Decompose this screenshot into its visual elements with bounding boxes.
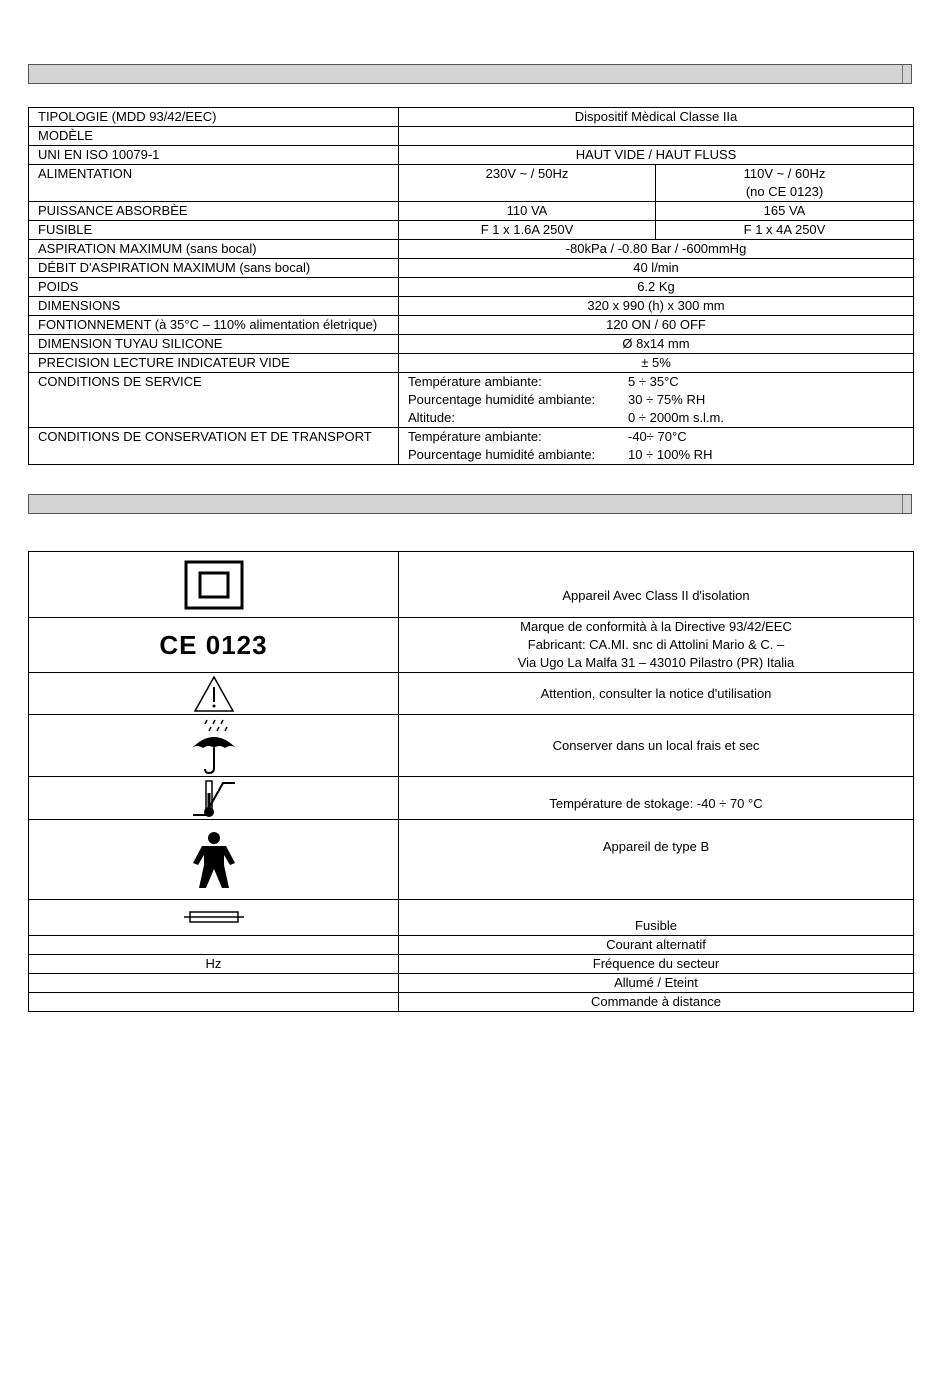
- condition-value: 5 ÷ 35°C: [628, 374, 679, 389]
- spec-value: -80kPa / -0.80 Bar / -600mmHg: [399, 240, 914, 259]
- symbol-cell: [29, 820, 399, 900]
- symbol-description-text: Appareil Avec Class II d'isolation: [562, 588, 750, 603]
- storage-conditions: [399, 428, 914, 465]
- symbol-description: [399, 974, 914, 993]
- table-row: [29, 673, 914, 715]
- spec-label: ALIMENTATION: [29, 165, 399, 202]
- condition-line: [408, 373, 904, 391]
- table-row: [29, 777, 914, 820]
- spec-value-230v: 110 VA: [399, 202, 656, 221]
- condition-value: 0 ÷ 2000m s.l.m.: [628, 410, 725, 425]
- table-row: [29, 335, 914, 354]
- condition-value: 30 ÷ 75% RH: [628, 392, 706, 407]
- spec-label: UNI EN ISO 10079-1: [29, 146, 399, 165]
- table-row: [29, 146, 914, 165]
- condition-key: Pourcentage humidité ambiante:: [408, 447, 596, 462]
- symbol-description: [399, 552, 914, 618]
- symbol-description-line: Fabricant: CA.MI. snc di Attolini Mario & C. –: [527, 637, 785, 652]
- symbol-description-text: Appareil de type B: [602, 839, 710, 854]
- table-row: [29, 900, 914, 936]
- condition-key: Température ambiante:: [408, 429, 542, 444]
- spec-value: 120 ON / 60 OFF: [399, 316, 914, 335]
- section-header-bar-2: [28, 494, 912, 514]
- spec-label: ASPIRATION MAXIMUM (sans bocal): [29, 240, 399, 259]
- spec-value-110v: 165 VA: [656, 202, 914, 221]
- table-row: [29, 955, 914, 974]
- condition-key: Altitude:: [408, 410, 455, 425]
- spec-value: [399, 127, 914, 146]
- table-row: [29, 974, 914, 993]
- symbol-cell: [29, 618, 399, 673]
- symbol-description: [399, 936, 914, 955]
- condition-line: [408, 428, 904, 446]
- symbols-table: [28, 551, 914, 1012]
- temperature-limit-icon: [189, 777, 239, 819]
- spec-label: DIMENSION TUYAU SILICONE: [29, 335, 399, 354]
- spec-label: FUSIBLE: [29, 221, 399, 240]
- table-row: [29, 552, 914, 618]
- symbol-description: [399, 777, 914, 820]
- symbol-description: [399, 618, 914, 673]
- symbol-description-text: Courant alternatif: [606, 937, 706, 952]
- spec-label: FONTIONNEMENT (à 35°C – 110% alimentation életrique): [29, 316, 399, 335]
- spec-value: Ø 8x14 mm: [399, 335, 914, 354]
- symbol-description-text: Allumé / Eteint: [614, 975, 698, 990]
- spec-value-110v-line2: (no CE 0123): [745, 184, 824, 199]
- symbol-description: [399, 993, 914, 1012]
- spec-value: Dispositif Mèdical Classe IIa: [399, 108, 914, 127]
- ce-mark-icon: CE 0123: [159, 630, 268, 660]
- spec-label: POIDS: [29, 278, 399, 297]
- symbol-cell: [29, 673, 399, 715]
- symbol-description-line: Marque de conformità à la Directive 93/42/EEC: [520, 619, 792, 634]
- spec-value: 6.2 Kg: [399, 278, 914, 297]
- spec-label: CONDITIONS DE CONSERVATION ET DE TRANSPORT: [29, 428, 399, 465]
- symbol-description-text: Fréquence du secteur: [592, 956, 720, 971]
- spec-value-230v: 230V ~ / 50Hz: [399, 165, 656, 202]
- symbol-description-text: Commande à distance: [590, 994, 722, 1009]
- spec-label: PRECISION LECTURE INDICATEUR VIDE: [29, 354, 399, 373]
- spec-label: MODÈLE: [29, 127, 399, 146]
- class-ii-insulation-icon: [184, 560, 244, 610]
- table-row: [29, 278, 914, 297]
- spec-label: DÉBIT D'ASPIRATION MAXIMUM (sans bocal): [29, 259, 399, 278]
- table-row: [29, 618, 914, 673]
- table-row: [29, 259, 914, 278]
- table-row: [29, 127, 914, 146]
- spec-label: DIMENSIONS: [29, 297, 399, 316]
- symbol-description-text: Température de stokage: -40 ÷ 70 °C: [549, 796, 763, 811]
- symbol-cell: [29, 900, 399, 936]
- symbol-description-text: Conserver dans un local frais et sec: [552, 737, 760, 753]
- table-row: [29, 221, 914, 240]
- type-b-person-icon: [189, 831, 239, 889]
- spec-value: HAUT VIDE / HAUT FLUSS: [399, 146, 914, 165]
- symbol-cell: [29, 777, 399, 820]
- symbol-description: [399, 673, 914, 715]
- condition-key: Pourcentage humidité ambiante:: [408, 392, 596, 407]
- specifications-table: [28, 107, 914, 465]
- symbol-description-text: Attention, consulter la notice d'utilisation: [540, 685, 772, 701]
- symbol-description: [399, 715, 914, 777]
- fuse-icon: [184, 910, 244, 924]
- condition-key: Température ambiante:: [408, 374, 542, 389]
- table-row: [29, 240, 914, 259]
- service-conditions: [399, 373, 914, 428]
- table-row: [29, 936, 914, 955]
- symbol-description: [399, 820, 914, 900]
- table-row: [29, 354, 914, 373]
- spec-label: PUISSANCE ABSORBÈE: [29, 202, 399, 221]
- symbol-cell: [29, 936, 399, 955]
- symbol-description: [399, 900, 914, 936]
- table-row: [29, 202, 914, 221]
- spec-value-110v: F 1 x 4A 250V: [656, 221, 914, 240]
- condition-value: -40÷ 70°C: [628, 429, 687, 444]
- symbol-cell: [29, 552, 399, 618]
- spec-label: CONDITIONS DE SERVICE: [29, 373, 399, 428]
- spec-value-110v-line1: 110V ~ / 60Hz: [743, 166, 826, 181]
- symbol-cell: [29, 715, 399, 777]
- condition-line: [408, 409, 904, 427]
- symbol-cell: [29, 974, 399, 993]
- table-row: [29, 428, 914, 465]
- umbrella-rain-icon: [189, 718, 239, 774]
- condition-value: 10 ÷ 100% RH: [628, 447, 713, 462]
- warning-triangle-icon: [193, 675, 235, 713]
- table-row: [29, 297, 914, 316]
- table-row: [29, 820, 914, 900]
- symbol-text: Hz: [205, 956, 222, 971]
- table-row: [29, 993, 914, 1012]
- symbol-description-text: Fusible: [635, 918, 677, 933]
- symbol-cell: [29, 993, 399, 1012]
- section-header-bar-1: [28, 64, 912, 84]
- table-row: [29, 165, 914, 202]
- spec-value: 320 x 990 (h) x 300 mm: [399, 297, 914, 316]
- table-row: [29, 715, 914, 777]
- spec-value: 40 l/min: [399, 259, 914, 278]
- symbol-description: [399, 955, 914, 974]
- spec-value-230v: F 1 x 1.6A 250V: [399, 221, 656, 240]
- condition-line: [408, 446, 904, 464]
- table-row: [29, 316, 914, 335]
- spec-label: TIPOLOGIE (MDD 93/42/EEC): [29, 108, 399, 127]
- spec-value-110v: [656, 165, 914, 202]
- table-row: [29, 108, 914, 127]
- table-row: [29, 373, 914, 428]
- symbol-cell: [29, 955, 399, 974]
- condition-line: [408, 391, 904, 409]
- spec-value: ± 5%: [399, 354, 914, 373]
- symbol-description-line: Via Ugo La Malfa 31 – 43010 Pilastro (PR) Italia: [517, 655, 795, 670]
